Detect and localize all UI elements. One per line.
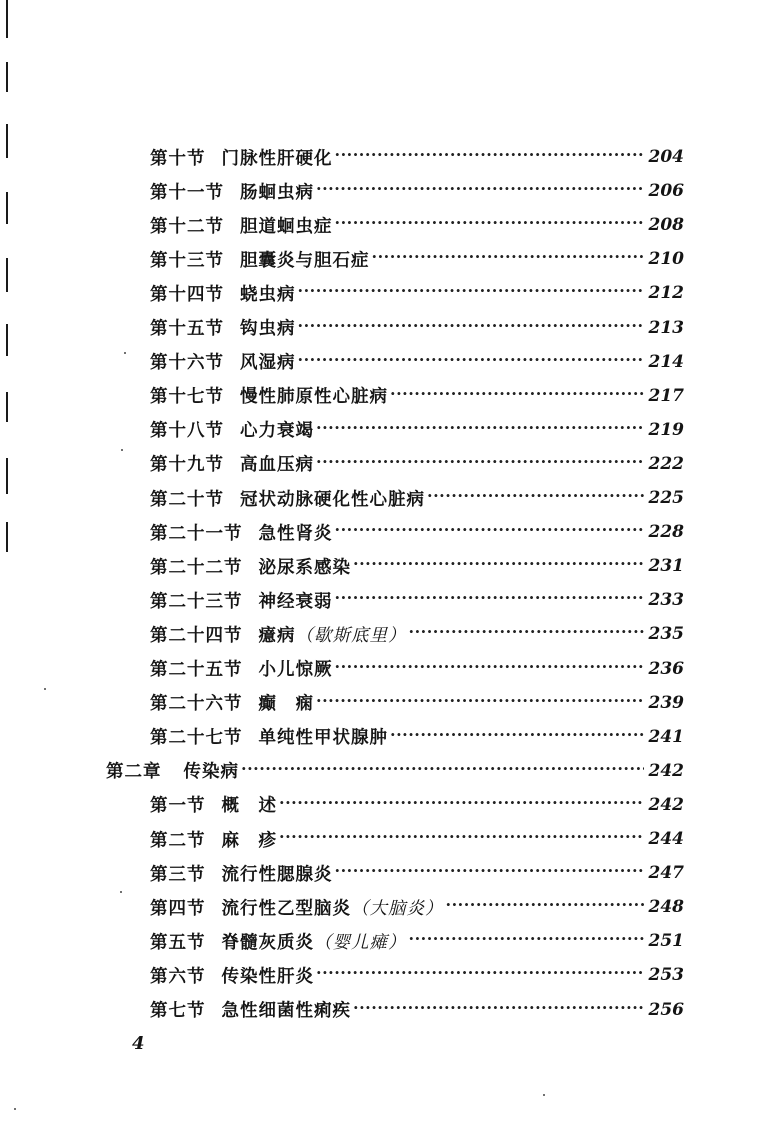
toc-entry-number: 第十四节	[150, 284, 224, 305]
toc-section-entry[interactable]	[150, 856, 684, 890]
toc-entry-title-text: 肠蛔虫病	[240, 182, 314, 203]
dot-leader	[279, 795, 644, 815]
toc-section-entry[interactable]	[150, 822, 684, 856]
dot-leader	[409, 624, 645, 644]
toc-entry-number: 第十二节	[150, 216, 224, 237]
toc-entry-title-note: （大脑炎）	[351, 898, 444, 919]
toc-section-entry[interactable]	[150, 583, 684, 617]
toc-entry-page-number: 225	[648, 488, 684, 508]
toc-entry-title	[240, 383, 388, 408]
toc-entry-title	[222, 145, 333, 170]
toc-entry-title	[240, 349, 296, 374]
toc-entry-number: 第二十二节	[150, 557, 243, 578]
scan-edge-mark	[6, 522, 8, 552]
toc-entry-page-number: 241	[648, 726, 684, 747]
toc-entry-number: 第七节	[150, 1001, 206, 1021]
scan-speck	[124, 352, 126, 354]
toc-section-entry[interactable]	[150, 993, 684, 1027]
toc-entry-number: 第二十节	[150, 489, 224, 510]
toc-entry-page-number: 228	[648, 522, 684, 543]
toc-entry-page-number: 256	[648, 999, 684, 1020]
dot-leader	[298, 318, 645, 338]
toc-entry-page-number: 253	[648, 965, 684, 986]
toc-entry-number: 第二十五节	[150, 660, 243, 680]
toc-entry-number: 第十一节	[150, 182, 224, 203]
toc-section-entry[interactable]	[150, 720, 684, 754]
toc-section-entry[interactable]	[150, 140, 684, 174]
scan-speck	[543, 1094, 545, 1096]
toc-entry-number: 第十五节	[150, 319, 224, 339]
toc-entry-title-text: 冠状动脉硬化性心脏病	[240, 489, 425, 510]
toc-entry-title-text: 癫 痫	[258, 694, 314, 715]
toc-entry-number: 第二十一节	[150, 523, 243, 544]
toc-section-entry[interactable]	[150, 345, 684, 379]
dot-leader	[298, 283, 645, 303]
scan-edge-mark	[6, 192, 8, 224]
toc-entry-title	[222, 792, 278, 817]
toc-entry-title-text: 钩虫病	[240, 319, 296, 339]
toc-entry-number: 第二十七节	[150, 728, 243, 749]
dot-leader	[372, 249, 645, 269]
scan-speck	[14, 1108, 16, 1110]
toc-entry-title-text: 慢性肺原性心脏病	[240, 387, 388, 408]
toc-entry-page-number: 212	[648, 283, 684, 304]
dot-leader	[353, 556, 644, 576]
toc-entry-page-number: 214	[648, 351, 684, 372]
toc-entry-number: 第十六节	[150, 353, 224, 374]
toc-entry-title	[240, 486, 425, 511]
toc-entry-title-text: 蛲虫病	[240, 284, 296, 305]
page-number: 4	[132, 1033, 145, 1054]
dot-leader	[241, 761, 644, 781]
toc-entry-title	[240, 417, 314, 442]
toc-entry-title-text: 泌尿系感染	[258, 557, 351, 578]
toc-entry-number: 第二十六节	[150, 694, 243, 715]
toc-entry-title	[259, 724, 389, 749]
toc-entry-title	[259, 690, 315, 715]
toc-entry-title-text: 急性细菌性痢疾	[221, 1001, 351, 1021]
dot-leader	[316, 693, 644, 713]
toc-entry-number: 第二章	[106, 762, 162, 783]
toc-entry-number: 第三节	[150, 864, 206, 885]
toc-section-entry[interactable]	[150, 890, 684, 924]
toc-entry-number: 第一节	[150, 796, 206, 817]
toc-entry-title-text: 小儿惊厥	[258, 660, 333, 680]
dot-leader	[316, 420, 644, 440]
toc-entry-page-number: 236	[648, 658, 684, 679]
dot-leader	[409, 931, 645, 951]
toc-entry-number: 第五节	[150, 932, 206, 953]
toc-entry-title	[240, 247, 370, 272]
toc-entry-title	[240, 281, 296, 306]
toc-section-entry[interactable]	[150, 788, 684, 822]
toc-entry-number: 第十三节	[150, 250, 224, 271]
toc-entry-title-note: （婴儿瘫）	[314, 932, 407, 953]
toc-entry-number: 第十节	[150, 148, 206, 169]
toc-entry-title	[259, 622, 407, 647]
dot-leader	[335, 590, 645, 610]
toc-entry-page-number: 217	[648, 385, 684, 406]
toc-entry-title-text: 传染性肝炎	[221, 966, 314, 987]
toc-entry-page-number: 210	[648, 249, 684, 270]
scan-speck	[121, 449, 123, 451]
toc-entry-number: 第十七节	[150, 387, 224, 408]
toc-section-entry[interactable]	[150, 549, 684, 583]
dot-leader	[353, 1000, 644, 1020]
toc-entry-title	[222, 997, 352, 1022]
toc-entry-title-text: 流行性乙型脑炎	[221, 898, 351, 919]
dot-leader	[390, 386, 644, 406]
toc-entry-title	[222, 963, 315, 988]
toc-entry-number: 第二十四节	[150, 625, 243, 646]
toc-entry-page-number: 242	[648, 760, 684, 781]
dot-leader	[298, 352, 645, 372]
toc-section-entry[interactable]	[150, 276, 684, 310]
toc-entry-title	[259, 656, 333, 681]
scan-edge-mark	[6, 62, 8, 92]
toc-section-entry[interactable]	[150, 208, 684, 242]
toc-entry-title	[240, 213, 333, 238]
toc-entry-title	[222, 895, 444, 920]
toc-entry-title	[222, 861, 333, 886]
toc-entry-page-number: 219	[648, 419, 684, 440]
toc-entry-page-number: 206	[648, 181, 684, 202]
toc-entry-number: 第六节	[150, 966, 206, 987]
toc-entry-title-text: 胆道蛔虫症	[240, 216, 333, 237]
toc-section-entry[interactable]	[150, 242, 684, 276]
toc-entry-page-number: 247	[648, 863, 684, 884]
dot-leader	[335, 659, 645, 679]
toc-section-entry[interactable]	[150, 481, 684, 515]
toc-entry-title	[184, 758, 240, 783]
scan-speck	[44, 688, 46, 690]
dot-leader	[427, 488, 644, 508]
toc-entry-title-text: 门脉性肝硬化	[221, 148, 333, 169]
dot-leader	[390, 727, 644, 747]
toc-section-entry[interactable]	[150, 617, 684, 651]
toc-entry-title-text: 脊髓灰质炎	[221, 932, 314, 953]
toc-section-entry[interactable]	[150, 652, 684, 686]
toc-entry-title-text: 麻 疹	[221, 830, 277, 851]
toc-entry-page-number: 239	[648, 692, 684, 713]
toc-entry-page-number: 248	[648, 897, 684, 918]
dot-leader	[335, 147, 645, 167]
toc-section-entry[interactable]	[150, 924, 684, 958]
toc-entry-page-number: 204	[648, 147, 684, 167]
toc-entry-title-note: （歇斯底里）	[295, 625, 407, 646]
toc-entry-title	[259, 520, 333, 545]
scan-edge-mark	[6, 0, 8, 38]
toc-section-entry[interactable]	[150, 447, 684, 481]
toc-entry-title-text: 胆囊炎与胆石症	[240, 250, 370, 271]
dot-leader	[279, 829, 644, 849]
toc-entry-page-number: 251	[648, 931, 684, 952]
toc-section-entry[interactable]	[150, 958, 684, 992]
toc-entry-page-number: 208	[648, 215, 684, 236]
toc-entry-title	[240, 451, 314, 476]
toc-section-entry[interactable]	[150, 686, 684, 720]
dot-leader	[335, 522, 645, 542]
toc-entry-number: 第十九节	[150, 455, 224, 476]
toc-entry-title-text: 心力衰竭	[240, 421, 314, 442]
dot-leader	[335, 215, 645, 235]
toc-entry-title	[222, 929, 407, 954]
toc-entry-page-number: 235	[648, 624, 684, 645]
toc-section-entry[interactable]	[150, 174, 684, 208]
dot-leader	[446, 897, 645, 917]
toc-entry-number: 第二十三节	[150, 591, 243, 612]
toc-entry-title-text: 急性肾炎	[258, 523, 333, 544]
scan-edge-mark	[6, 392, 8, 422]
toc-entry-title-text: 单纯性甲状腺肿	[258, 728, 388, 749]
dot-leader	[316, 454, 644, 474]
toc-entry-title-text: 传染病	[183, 762, 239, 783]
toc-entry-page-number: 222	[648, 453, 684, 474]
toc-chapter-entry[interactable]	[106, 754, 684, 788]
toc-entry-page-number: 244	[648, 829, 684, 849]
toc-entry-title-text: 概 述	[221, 796, 277, 817]
toc-entry-title-text: 流行性腮腺炎	[221, 864, 333, 885]
dot-leader	[335, 863, 645, 883]
toc-entry-title-text: 癔病	[258, 625, 296, 646]
scan-edge-mark	[6, 258, 8, 292]
toc-entry-title	[222, 827, 278, 852]
toc-entry-title-text: 神经衰弱	[258, 591, 333, 612]
toc-entry-page-number: 242	[648, 794, 684, 815]
toc-entry-page-number: 233	[648, 590, 684, 611]
toc-entry-number: 第十八节	[150, 421, 224, 442]
toc-section-entry[interactable]	[150, 379, 684, 413]
toc-entry-title	[259, 588, 333, 613]
toc-entry-title	[259, 554, 352, 579]
toc-section-entry[interactable]	[150, 413, 684, 447]
toc-entry-title	[240, 179, 314, 204]
scan-edge-mark	[6, 124, 8, 158]
toc-section-entry[interactable]	[150, 515, 684, 549]
dot-leader	[316, 181, 644, 201]
toc-entry-title-text: 高血压病	[240, 455, 314, 476]
scan-edge-mark	[6, 458, 8, 494]
toc-entry-number: 第四节	[150, 898, 206, 919]
toc-entry-number: 第二节	[150, 830, 206, 851]
toc-section-entry[interactable]	[150, 311, 684, 345]
dot-leader	[316, 965, 644, 985]
toc-entry-page-number: 231	[648, 556, 684, 577]
toc-entry-page-number: 213	[648, 317, 684, 338]
toc-entry-title-text: 风湿病	[240, 353, 296, 374]
scan-speck	[120, 891, 122, 893]
scan-edge-mark	[6, 324, 8, 356]
toc-entry-title	[240, 315, 296, 340]
